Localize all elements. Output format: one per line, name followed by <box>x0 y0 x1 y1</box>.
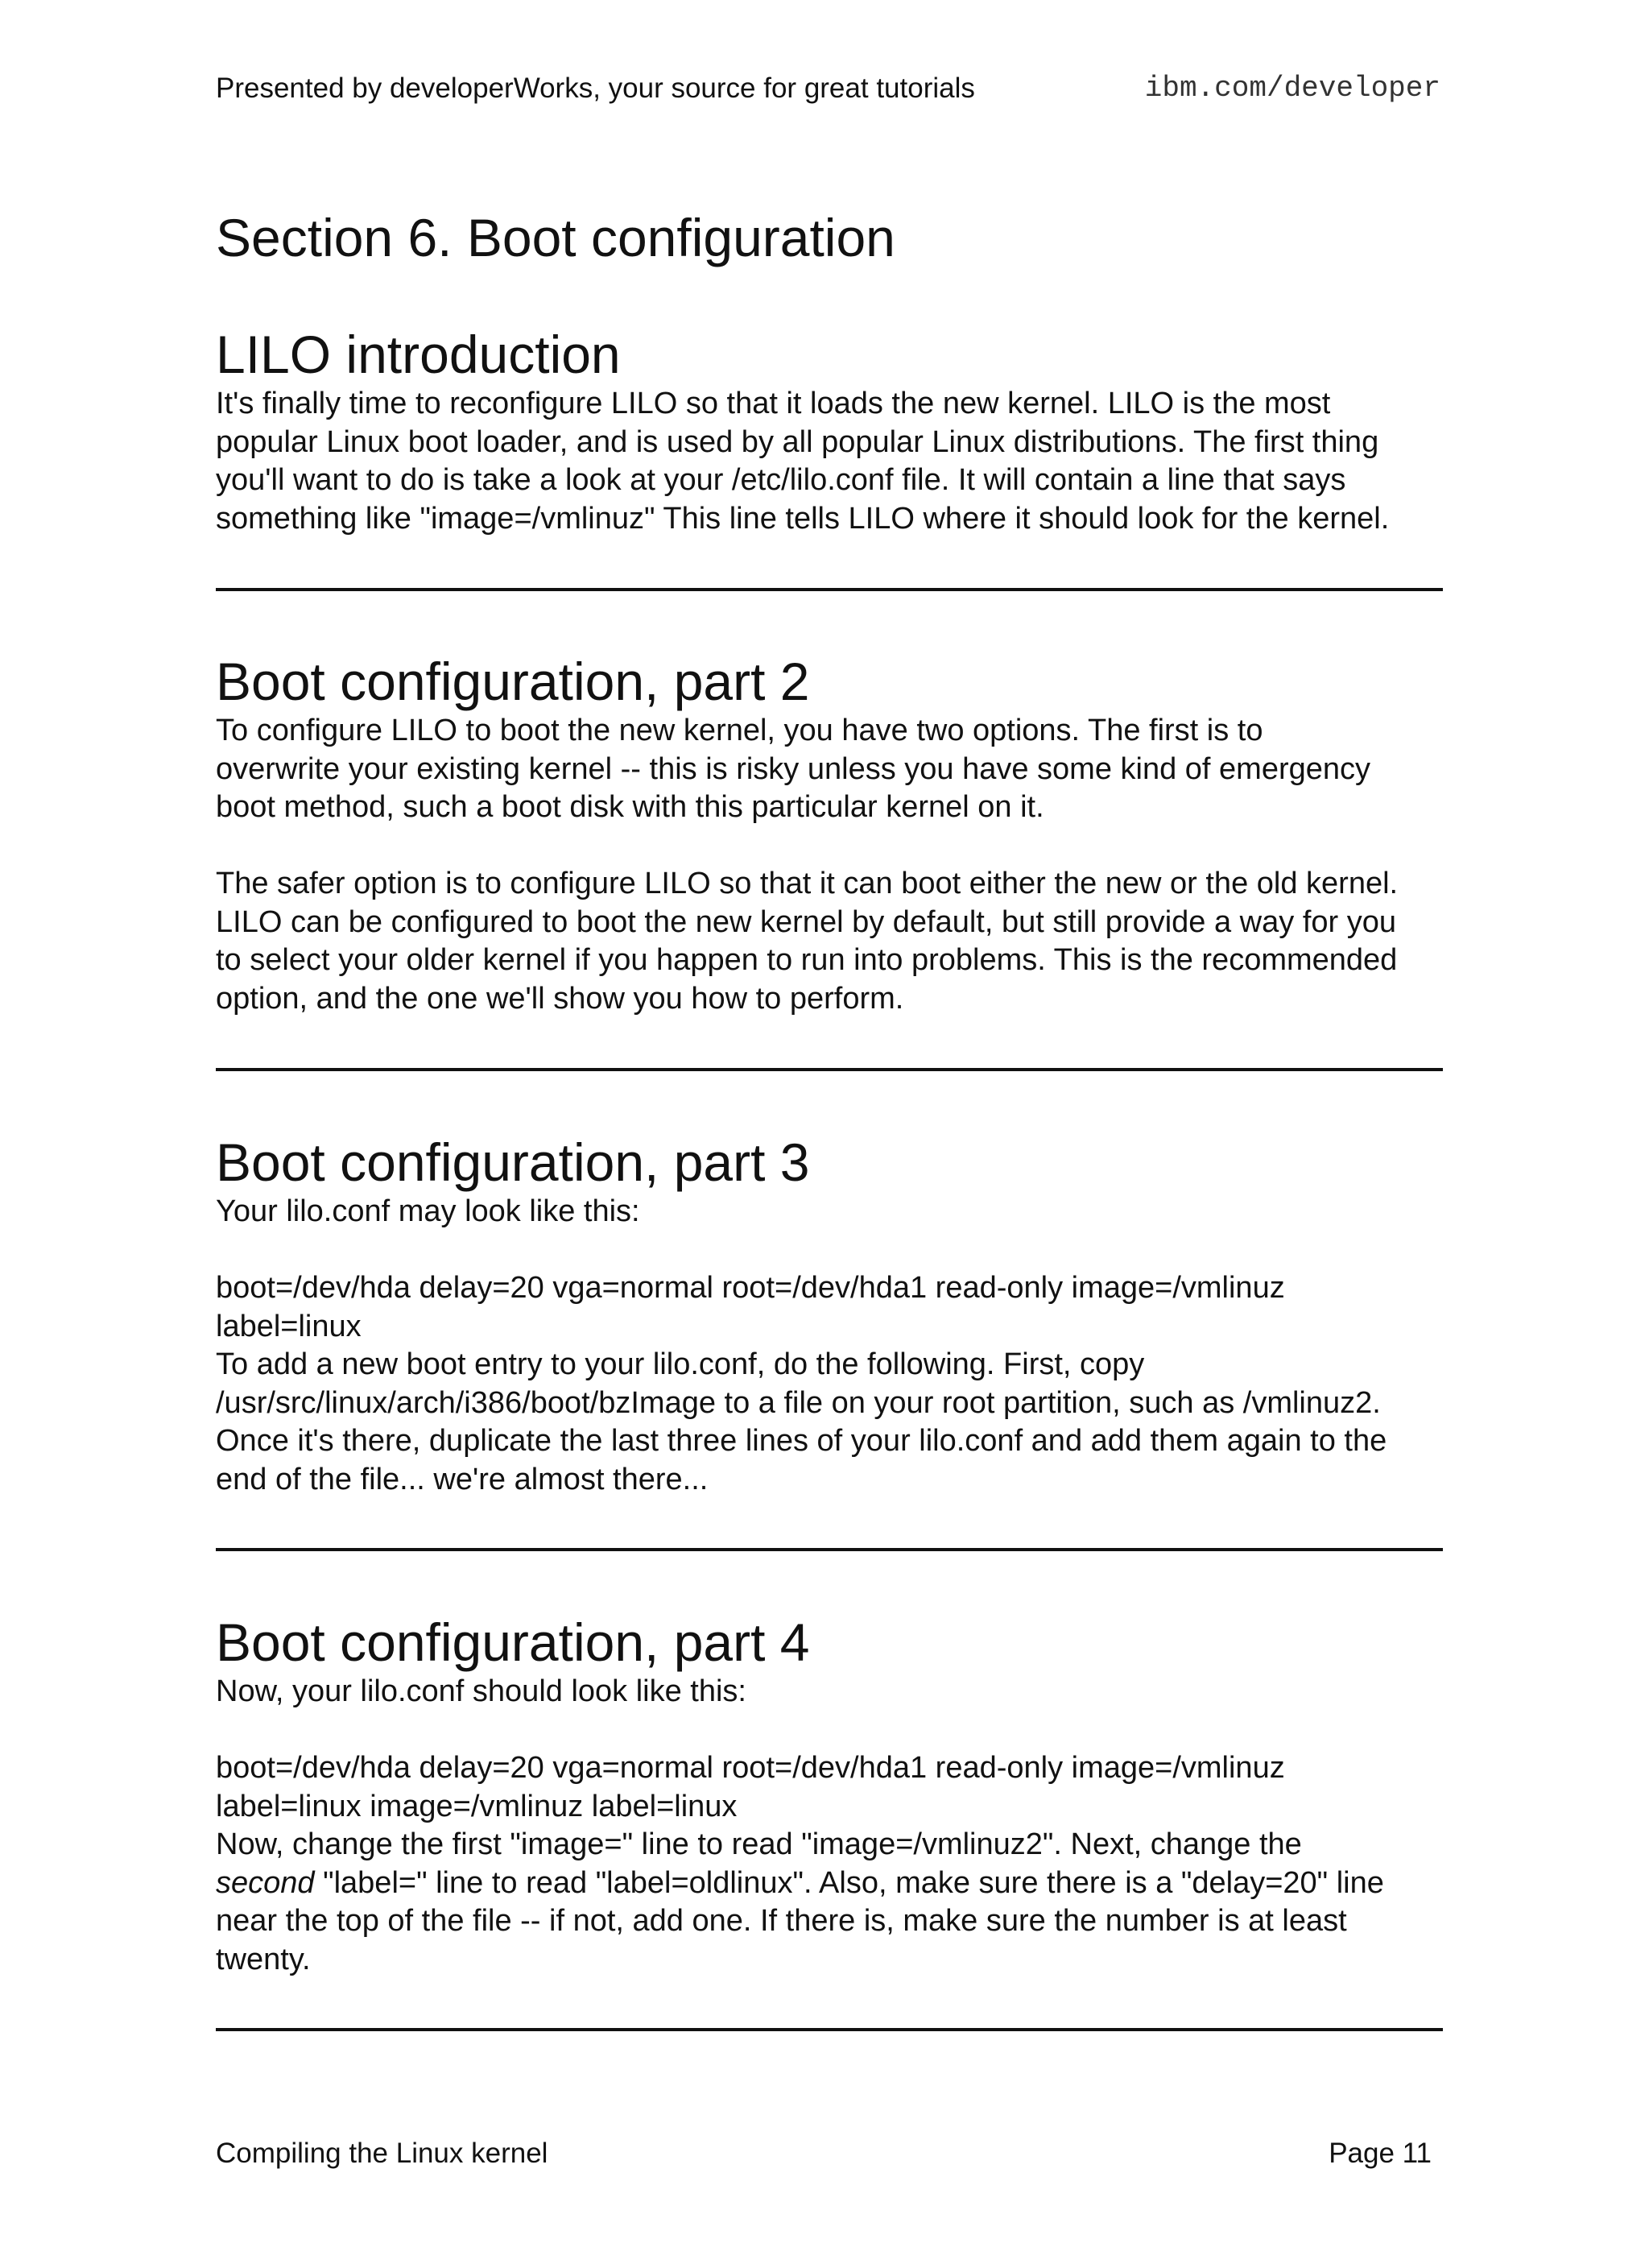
section-heading: LILO introduction <box>216 325 621 384</box>
section-divider <box>216 588 1443 591</box>
paragraph: Your lilo.conf may look like this: <box>216 1194 640 1228</box>
section-divider <box>216 2028 1443 2031</box>
section-boot-configuration-part-3 <box>216 1132 1443 1499</box>
section-title: Section 6. Boot configuration <box>216 208 895 267</box>
paragraph-text: "label=" line to read "label=oldlinux". Also, make sure there is a "delay=20" line near the top of the file -- if not, add one. If there is, make sure the number is at least twenty. <box>216 1865 1384 1976</box>
paragraph: The safer option is to configure LILO so that it can boot either the new or the old kernel. LILO can be configured to boot the new kernel by default, but still provide a way for you to select your older kernel if you happen to run into problems. This is the recommended option, and the one we'll show you how to perform. <box>216 867 1399 1016</box>
section-lilo-introduction <box>216 324 1443 538</box>
section-boot-configuration-part-2 <box>216 651 1443 1018</box>
section-heading: Boot configuration, part 3 <box>216 1132 810 1192</box>
emphasis-text: second <box>216 1865 315 1900</box>
paragraph-line: Now, change the first "image=" line to read "image=/vmlinuz2". Next, change the <box>216 1827 1302 1861</box>
section-divider <box>216 1068 1443 1071</box>
config-listing: boot=/dev/hda delay=20 vga=normal root=/dev/hda1 read-only image=/vmlinuz label=linux image=/vmlinuz label=linux <box>216 1751 1285 1823</box>
paragraph: To configure LILO to boot the new kernel, you have two options. The first is to overwrite your existing kernel -- this is risky unless you have some kind of emergency boot method, such a boot disk with this particular kernel on it. <box>216 714 1371 824</box>
paragraph: Now, your lilo.conf should look like this: <box>216 1674 746 1708</box>
page-number: Page 11 <box>1329 2138 1432 2169</box>
paragraph <box>216 1826 1443 1979</box>
footer-document-title: Compiling the Linux kernel <box>216 2138 548 2169</box>
section-boot-configuration-part-4 <box>216 1612 1443 1979</box>
paragraph: It's finally time to reconfigure LILO so that it loads the new kernel. LILO is the most popular Linux boot loader, and is used by all popular Linux distributions. The first thing you'll want to do is take a look at your /etc/lilo.conf file. It will contain a line that says something like "image=/vmlinuz" This line tells LILO where it should look for the kernel. <box>216 387 1390 536</box>
section-divider <box>216 1548 1443 1551</box>
page-header <box>216 71 1443 111</box>
paragraph: To add a new boot entry to your lilo.conf, do the following. First, copy /usr/src/linux/arch/i386/boot/bzImage to a file on your root partition, such as /vmlinuz2. Once it's there, duplicate the last three lines of your lilo.conf and add them again to the end of the file... we're almost there... <box>216 1347 1387 1496</box>
header-site-url: ibm.com/developer <box>1144 72 1440 105</box>
config-listing: boot=/dev/hda delay=20 vga=normal root=/dev/hda1 read-only image=/vmlinuz label=linux <box>216 1271 1285 1343</box>
section-heading: Boot configuration, part 4 <box>216 1612 810 1672</box>
header-tagline: Presented by developerWorks, your source for great tutorials <box>216 72 975 104</box>
page-footer <box>216 2136 1432 2176</box>
section-heading: Boot configuration, part 2 <box>216 652 810 711</box>
